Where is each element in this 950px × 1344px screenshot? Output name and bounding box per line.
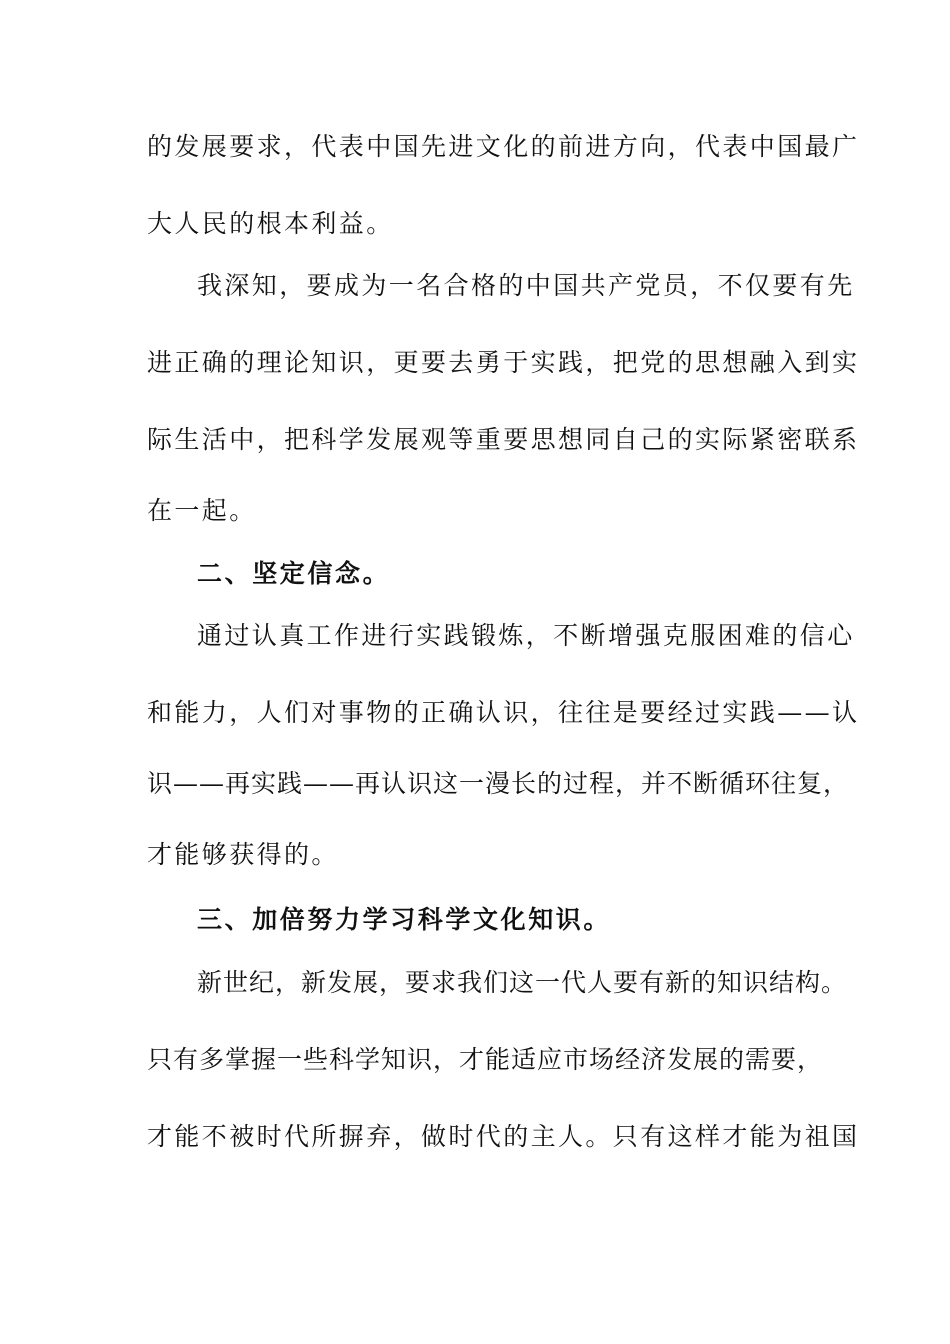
paragraph-line: 才能够获得的。 xyxy=(147,840,339,869)
paragraph-line: 进正确的理论知识，更要去勇于实践，把党的思想融入到实 xyxy=(147,348,860,377)
paragraph-line: 通过认真工作进行实践锻炼，不断增强克服困难的信心 xyxy=(197,621,855,650)
paragraph-line: 大人民的根本利益。 xyxy=(147,209,394,238)
paragraph-line: 识——再实践——再认识这一漫长的过程，并不断循环往复， xyxy=(147,769,850,798)
paragraph-line: 新世纪，新发展，要求我们这一代人要有新的知识结构。 xyxy=(197,968,848,997)
paragraph-line: 和能力，人们对事物的正确认识，往往是要经过实践——认 xyxy=(147,698,860,727)
paragraph-line: 际生活中，把科学发展观等重要思想同自己的实际紧密联系 xyxy=(147,425,860,454)
section-heading: 三、加倍努力学习科学文化知识。 xyxy=(197,905,612,934)
paragraph-line: 我深知，要成为一名合格的中国共产党员，不仅要有先 xyxy=(197,271,855,300)
paragraph-line: 才能不被时代所摒弃，做时代的主人。只有这样才能为祖国 xyxy=(147,1122,860,1151)
paragraph-line: 的发展要求，代表中国先进文化的前进方向，代表中国最广 xyxy=(147,132,860,161)
paragraph-line: 在一起。 xyxy=(147,496,257,525)
section-heading: 二、坚定信念。 xyxy=(197,559,391,588)
paragraph-line: 只有多掌握一些科学知识，才能适应市场经济发展的需要， xyxy=(147,1045,824,1074)
